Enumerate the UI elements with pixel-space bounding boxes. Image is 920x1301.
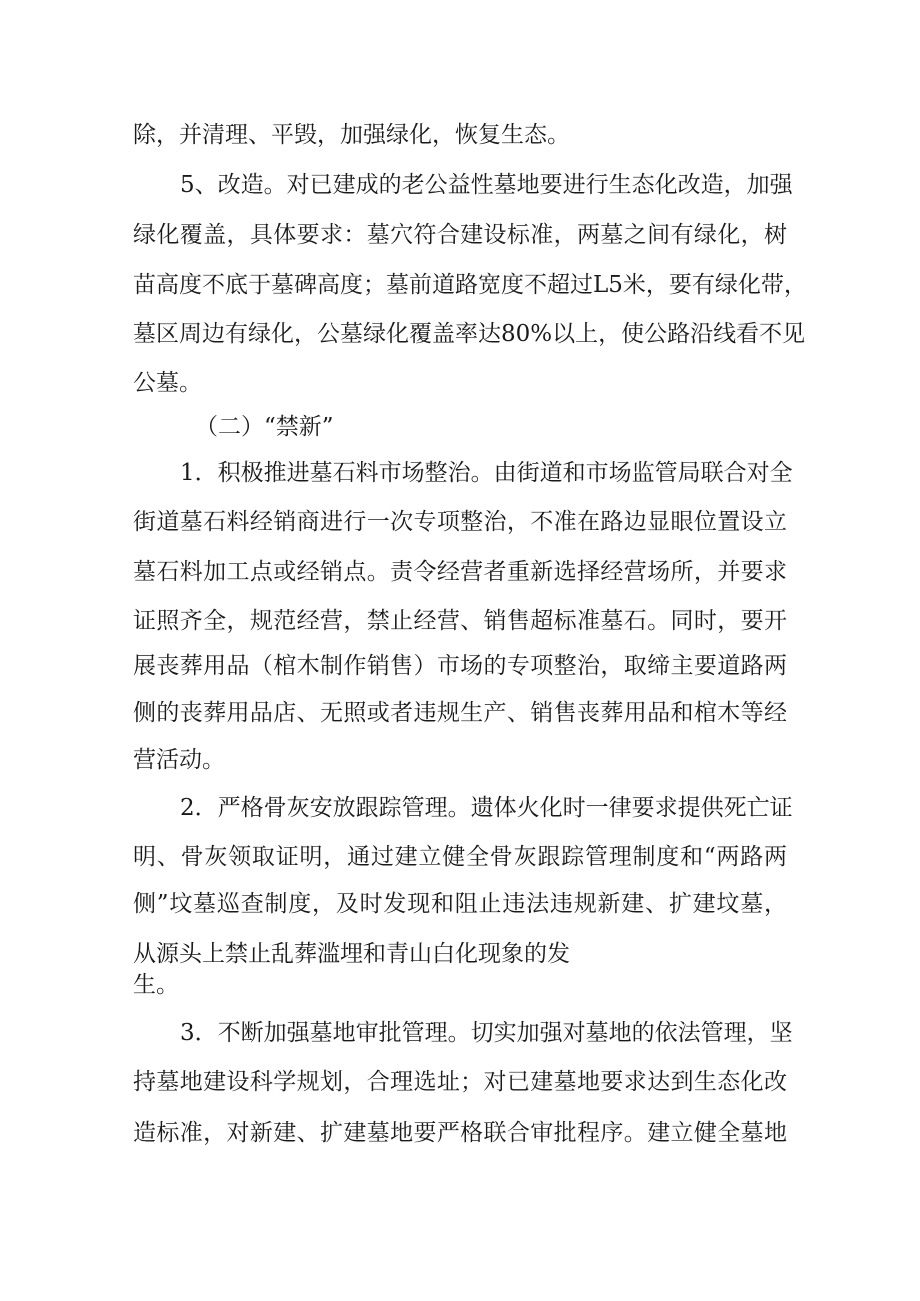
text-line: 造标准，对新建、扩建墓地要严格联合审批程序。建立健全墓地 (133, 1120, 787, 1146)
text-line: 明、骨灰领取证明，通过建立健全骨灰跟踪管理制度和“两路两 (133, 844, 787, 870)
text-line: 从源头上禁止乱葬滥埋和青山白化现象的发 (133, 941, 570, 967)
text-line: 公墓。 (133, 370, 202, 396)
text-line: 街道墓石料经销商进行一次专项整治，不准在路边显眼位置设立 (133, 509, 787, 535)
text-line: 3．不断加强墓地审批管理。切实加强对墓地的依法管理，坚 (180, 1020, 793, 1046)
text-line: 证照齐全，规范经营，禁止经营、销售超标准墓石。同时，要开 (133, 608, 787, 634)
text-line: 侧的丧葬用品店、无照或者违规生产、销售丧葬用品和棺木等经 (133, 700, 787, 726)
text-line: 侧”坟墓巡查制度，及时发现和阻止违法违规新建、扩建坟墓， (133, 891, 787, 917)
text-line: 营活动。 (133, 747, 225, 773)
text-line: 绿化覆盖，具体要求：墓穴符合建设标准，两墓之间有绿化，树 (133, 222, 787, 248)
text-line: 墓区周边有绿化，公墓绿化覆盖率达80%以上，使公路沿线看不见 (133, 321, 806, 347)
text-line: 2．严格骨灰安放跟踪管理。遗体火化时一律要求提供死亡证 (180, 795, 793, 821)
text-line: 除，并清理、平毁，加强绿化，恢复生态。 (133, 122, 570, 148)
text-line: 苗高度不底于墓碑高度；墓前道路宽度不超过L5米，要有绿化带， (133, 272, 807, 298)
section-heading: （二）“禁新” (195, 414, 334, 440)
text-line: 持墓地建设科学规划，合理选址；对已建墓地要求达到生态化改 (133, 1069, 787, 1095)
text-line: 展丧葬用品（棺木制作销售）市场的专项整治，取缔主要道路两 (133, 653, 787, 679)
text-line: 墓石料加工点或经销点。责令经营者重新选择经营场所，并要求 (133, 559, 787, 585)
text-line: 生。 (133, 972, 179, 998)
text-line: 1．积极推进墓石料市场整治。由街道和市场监管局联合对全 (180, 460, 793, 486)
text-line: 5、改造。对已建成的老公益性墓地要进行生态化改造，加强 (180, 172, 793, 198)
